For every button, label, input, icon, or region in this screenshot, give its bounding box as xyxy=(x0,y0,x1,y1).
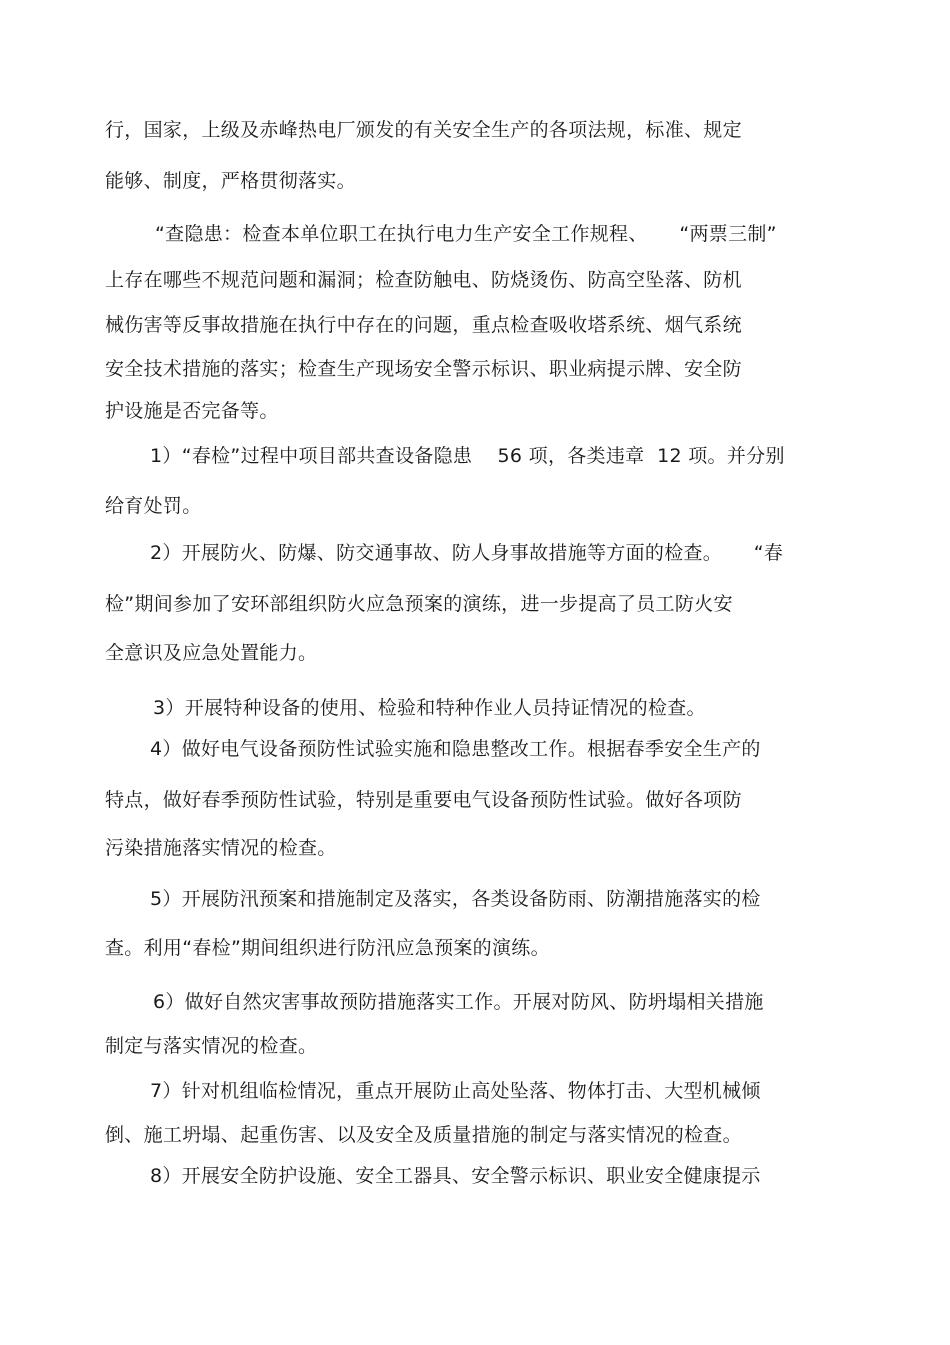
text-line: 查。利用“春检”期间组织进行防汛应急预案的演练。 xyxy=(105,937,550,959)
text-line: 污染措施落实情况的检查。 xyxy=(105,837,337,859)
text-line: “查隐患：检查本单位职工在执行电力生产安全工作规程、 “两票三制” xyxy=(155,223,777,245)
text-line: 1）“春检”过程中项目部共查设备隐患 56 项，各类违章 12 项。并分别 xyxy=(150,445,785,467)
text-line: 8）开展安全防护设施、安全工器具、安全警示标识、职业安全健康提示 xyxy=(150,1165,761,1187)
text-line: 全意识及应急处置能力。 xyxy=(105,642,318,664)
text-line: 倒、施工坍塌、起重伤害、以及安全及质量措施的制定与落实情况的检查。 xyxy=(105,1124,742,1146)
text-line: 2）开展防火、防爆、防交通事故、防人身事故措施等方面的检查。 “春 xyxy=(150,542,784,564)
text-line: 3）开展特种设备的使用、检验和特种作业人员持证情况的检查。 xyxy=(153,697,706,719)
text-line: 4）做好电气设备预防性试验实施和隐患整改工作。根据春季安全生产的 xyxy=(150,738,761,760)
text-line: 上存在哪些不规范问题和漏洞；检查防触电、防烧烫伤、防高空坠落、防机 xyxy=(105,269,742,291)
text-line: 行，国家，上级及赤峰热电厂颁发的有关安全生产的各项法规，标准、规定 xyxy=(105,119,742,141)
text-line: 特点，做好春季预防性试验，特别是重要电气设备预防性试验。做好各项防 xyxy=(105,789,742,811)
text-line: 能够、制度，严格贯彻落实。 xyxy=(105,170,356,192)
text-line: 械伤害等反事故措施在执行中存在的问题，重点检查吸收塔系统、烟气系统 xyxy=(105,314,742,336)
text-line: 护设施是否完备等。 xyxy=(105,400,279,422)
text-line: 6）做好自然灾害事故预防措施落实工作。开展对防风、防坍塌相关措施 xyxy=(153,991,764,1013)
text-line: 检”期间参加了安环部组织防火应急预案的演练，进一步提高了员工防火安 xyxy=(105,593,733,615)
text-line: 安全技术措施的落实；检查生产现场安全警示标识、职业病提示牌、安全防 xyxy=(105,358,742,380)
text-line: 5）开展防汛预案和措施制定及落实，各类设备防雨、防潮措施落实的检 xyxy=(150,888,761,910)
text-line: 给育处罚。 xyxy=(105,495,202,517)
text-line: 制定与落实情况的检查。 xyxy=(105,1035,318,1057)
text-line: 7）针对机组临检情况，重点开展防止高处坠落、物体打击、大型机械倾 xyxy=(150,1080,761,1102)
